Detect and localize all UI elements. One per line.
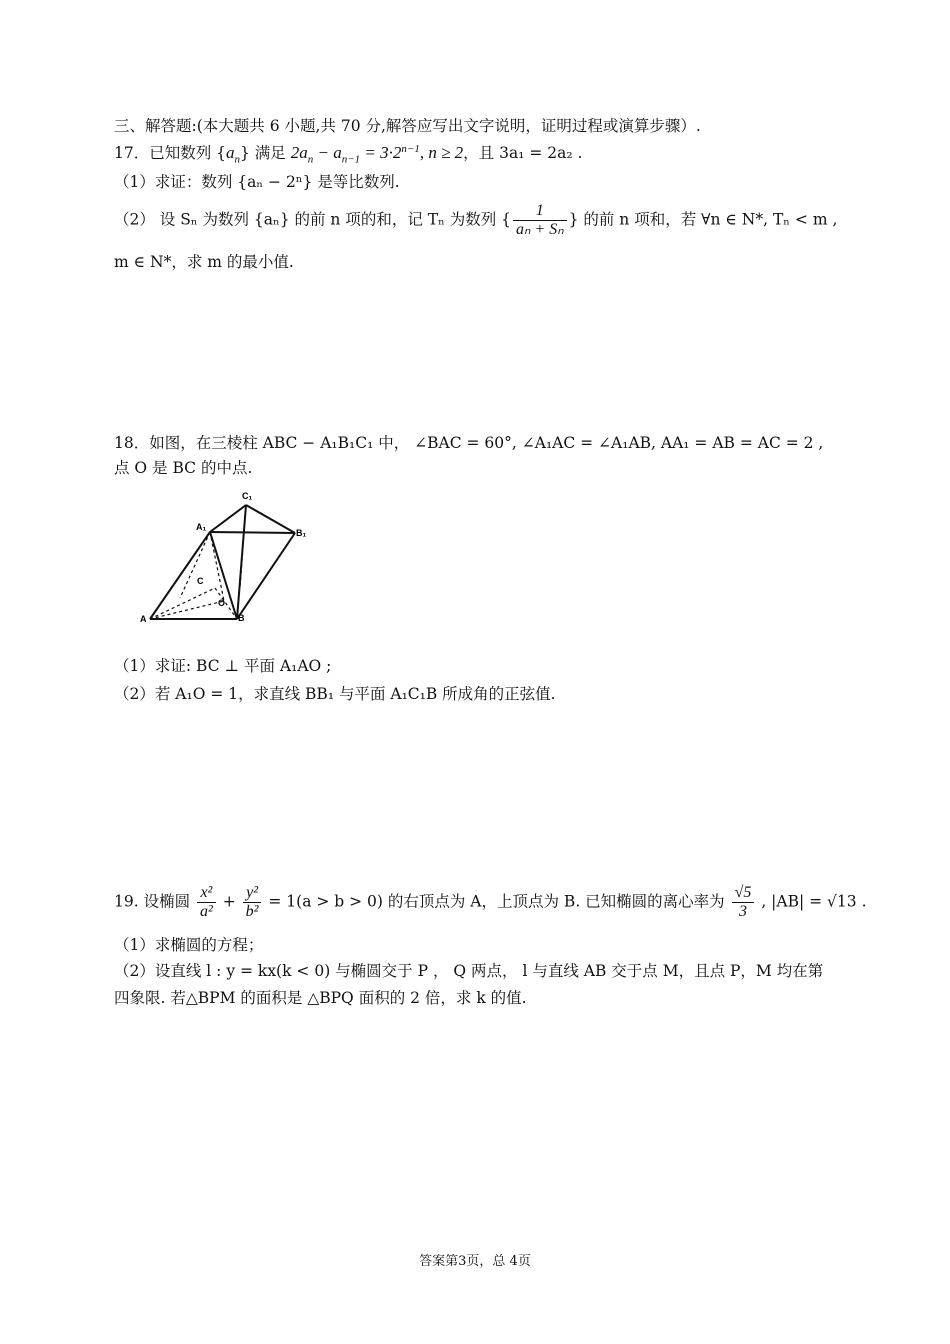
q17-formula-cond: , n ≥ 2: [419, 143, 464, 163]
q19-part1: （1）求椭圆的方程；: [114, 936, 264, 954]
label-B1: B₁: [296, 528, 307, 538]
prism-figure: [140, 488, 325, 628]
q18-part2: （2）若 A₁O = 1，求直线 BB₁ 与平面 A₁C₁B 所成角的正弦值.: [114, 685, 556, 703]
q18-stem-line2: 点 O 是 BC 的中点.: [114, 459, 253, 477]
q17-formula-c: = 3·2: [360, 143, 402, 163]
q19-stem-a: 19. 设椭圆: [114, 892, 196, 911]
q17-part2-b: } 的前 n 项和，若 ∀n ∈ N*, Tₙ < m ,: [568, 210, 838, 229]
label-O: O: [218, 598, 226, 608]
label-B: B: [238, 613, 245, 623]
q17-stem: 17．已知数列 $\{a_n\}$ 满足 $2a_n - a_{n-1} = 3\cdot 2^{n-1}$, n ≥ 2，且 3a₁ = 2a₂ .: [114, 143, 583, 166]
q17-stem-an: a: [226, 143, 235, 163]
q17-part2-cont: m ∈ N*，求 m 的最小值.: [114, 253, 294, 271]
q17-formula-b: − a: [313, 143, 342, 163]
q18-stem-line1: 18．如图，在三棱柱 ABC − A₁B₁C₁ 中， ∠BAC = 60°, ∠A₁AC = ∠A₁AB, AA₁ = AB = AC = 2 ,: [114, 434, 824, 452]
q19-frac-e: $\frac{√5}{3}$: [732, 884, 755, 921]
q17-part2: [114, 202, 850, 239]
q19-frac-x: $\frac{\text{x²}}{\text{a²}}$: [197, 884, 216, 921]
q17-frac-num: 1: [513, 202, 567, 221]
section-header: 三、解答题:(本大题共 6 小题,共 70 分,解答应写出文字说明，证明过程或演算步骤）.: [114, 117, 701, 135]
q17-part2-a: （2） 设 Sₙ 为数列 {aₙ} 的前 n 项的和，记 Tₙ 为数列 {: [114, 210, 512, 229]
q17-stem-an-sub: n: [234, 153, 241, 166]
q17-formula-a: 2a: [290, 143, 308, 163]
label-A: A: [140, 614, 147, 624]
label-C1: C₁: [242, 491, 253, 501]
q17-stem-prefix: 17．已知数列 {: [114, 144, 227, 163]
q19-part2-line2: 四象限. 若△BPM 的面积是 △BPQ 面积的 2 倍，求 k 的值.: [114, 989, 527, 1007]
q19-stem-b: = 1(a > b > 0) 的右顶点为 A，上顶点为 B. 已知椭圆的离心率为: [263, 892, 730, 911]
q17-part1: （1）求证：数列 {aₙ − 2ⁿ} 是等比数列.: [114, 173, 400, 191]
q19-stem: 19. 设椭圆 $\frac{\text{x²}}{\text{a²}}$ + $\frac{\text{y²}}{\text{b²}}$ = 1(a > b > 0) 的右顶点为 A，上顶点为 B. 已知椭圆的离心率为 $\frac{√5}{3}$ , |AB| = √13 .: [114, 884, 867, 920]
q17-fraction: [513, 202, 567, 239]
q18-part1: （1）求证: BC ⊥ 平面 A₁AO ;: [114, 657, 332, 675]
q19-frac-y: $\frac{\text{y²}}{\text{b²}}$: [243, 884, 262, 921]
q19-stem-c: , |AB| = √13 .: [756, 892, 867, 911]
prism-diagram: [140, 488, 325, 628]
q17-formula-exp: n−1: [401, 143, 420, 155]
q17-frac-den: aₙ + Sₙ: [516, 220, 564, 238]
q17-stem-suffix: ，且 3a₁ = 2a₂ .: [463, 144, 583, 163]
q19-part2-line1: （2）设直线 l : y = kx(k < 0) 与椭圆交于 P ， Q 两点， l 与直线 AB 交于点 M，且点 P，M 均在第: [114, 962, 824, 980]
page-footer: 答案第3页，总 4页: [419, 1254, 531, 1269]
label-C: C: [197, 576, 204, 586]
label-A1: A₁: [196, 522, 207, 532]
q17-stem-mid: } 满足: [240, 144, 291, 163]
